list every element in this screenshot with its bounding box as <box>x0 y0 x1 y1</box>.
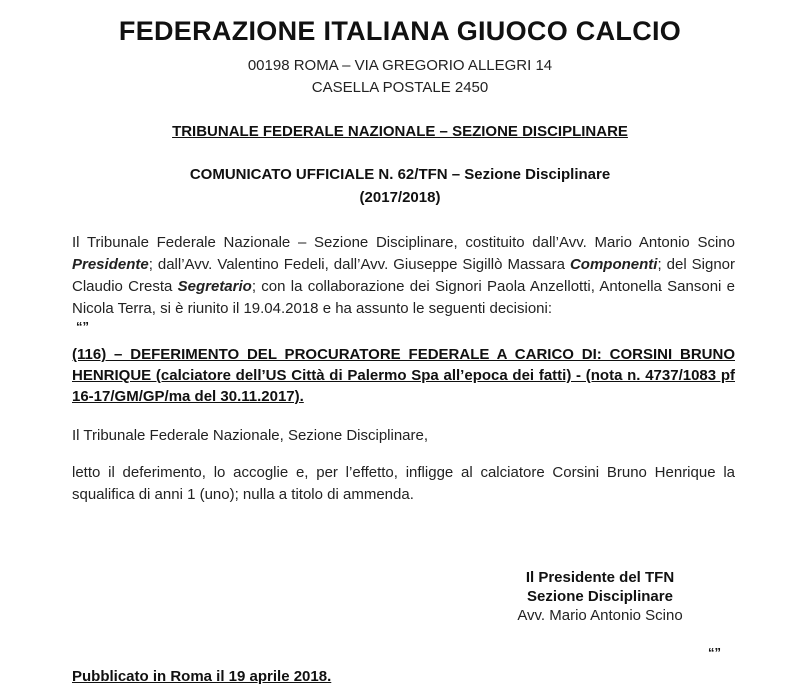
federation-title: FEDERAZIONE ITALIANA GIUOCO CALCIO <box>118 16 682 46</box>
federation-postal-box: CASELLA POSTALE 2450 <box>311 79 489 96</box>
signature-section: Sezione Disciplinare <box>527 588 673 605</box>
quote-close-mark: “” <box>708 645 721 660</box>
quote-open-mark: “” <box>76 319 89 334</box>
signature-name: Avv. Mario Antonio Scino <box>517 607 683 624</box>
season-label: (2017/2018) <box>359 189 441 206</box>
publication-note: Pubblicato in Roma il 19 aprile 2018. <box>72 668 332 685</box>
intro-text-3: ; del Signor Claudio Cresta <box>72 256 735 295</box>
intro-text-2: ; dall’Avv. Valentino Fedeli, dall’Avv. Giuseppe Sigillò Massara <box>148 256 570 273</box>
intro-text-4: ; con la collaborazione dei Signori Paola Anzellotti, Antonella Sansoni e Nicola Terra, si è riunito il 19.04.2018 e ha assunto le seguenti decisioni: <box>72 278 735 317</box>
federation-address: 00198 ROMA – VIA GREGORIO ALLEGRI 14 <box>247 57 553 74</box>
case-heading: (116) – DEFERIMENTO DEL PROCURATORE FEDERALE A CARICO DI: CORSINI BRUNO HENRIQUE (calciatore dell’US Città di Palermo Spa all’epoca dei fatti) - (nota n. 4737/1083 pf 16-17/GM/GP/ma del 30.11.2017). <box>72 346 735 405</box>
role-presidente: Presidente <box>72 256 149 273</box>
signature-title: Il Presidente del TFN <box>525 569 675 586</box>
intro-text-1: Il Tribunale Federale Nazionale – Sezione Disciplinare, costituito dall’Avv. Mario Antonio Scino <box>72 234 735 251</box>
role-segretario: Segretario <box>177 278 252 295</box>
comunicato-title: COMUNICATO UFFICIALE N. 62/TFN – Sezione Disciplinare <box>189 166 611 183</box>
section-title: TRIBUNALE FEDERALE NAZIONALE – SEZIONE DISCIPLINARE <box>172 123 628 140</box>
decision-paragraph: letto il deferimento, lo accoglie e, per l’effetto, infligge al calciatore Corsini Bruno Henrique la squalifica di anni 1 (uno); nulla a titolo di ammenda. <box>72 464 735 503</box>
tribunale-line: Il Tribunale Federale Nazionale, Sezione Disciplinare, <box>72 427 429 444</box>
role-componenti: Componenti <box>569 256 658 273</box>
intro-paragraph <box>72 232 735 320</box>
